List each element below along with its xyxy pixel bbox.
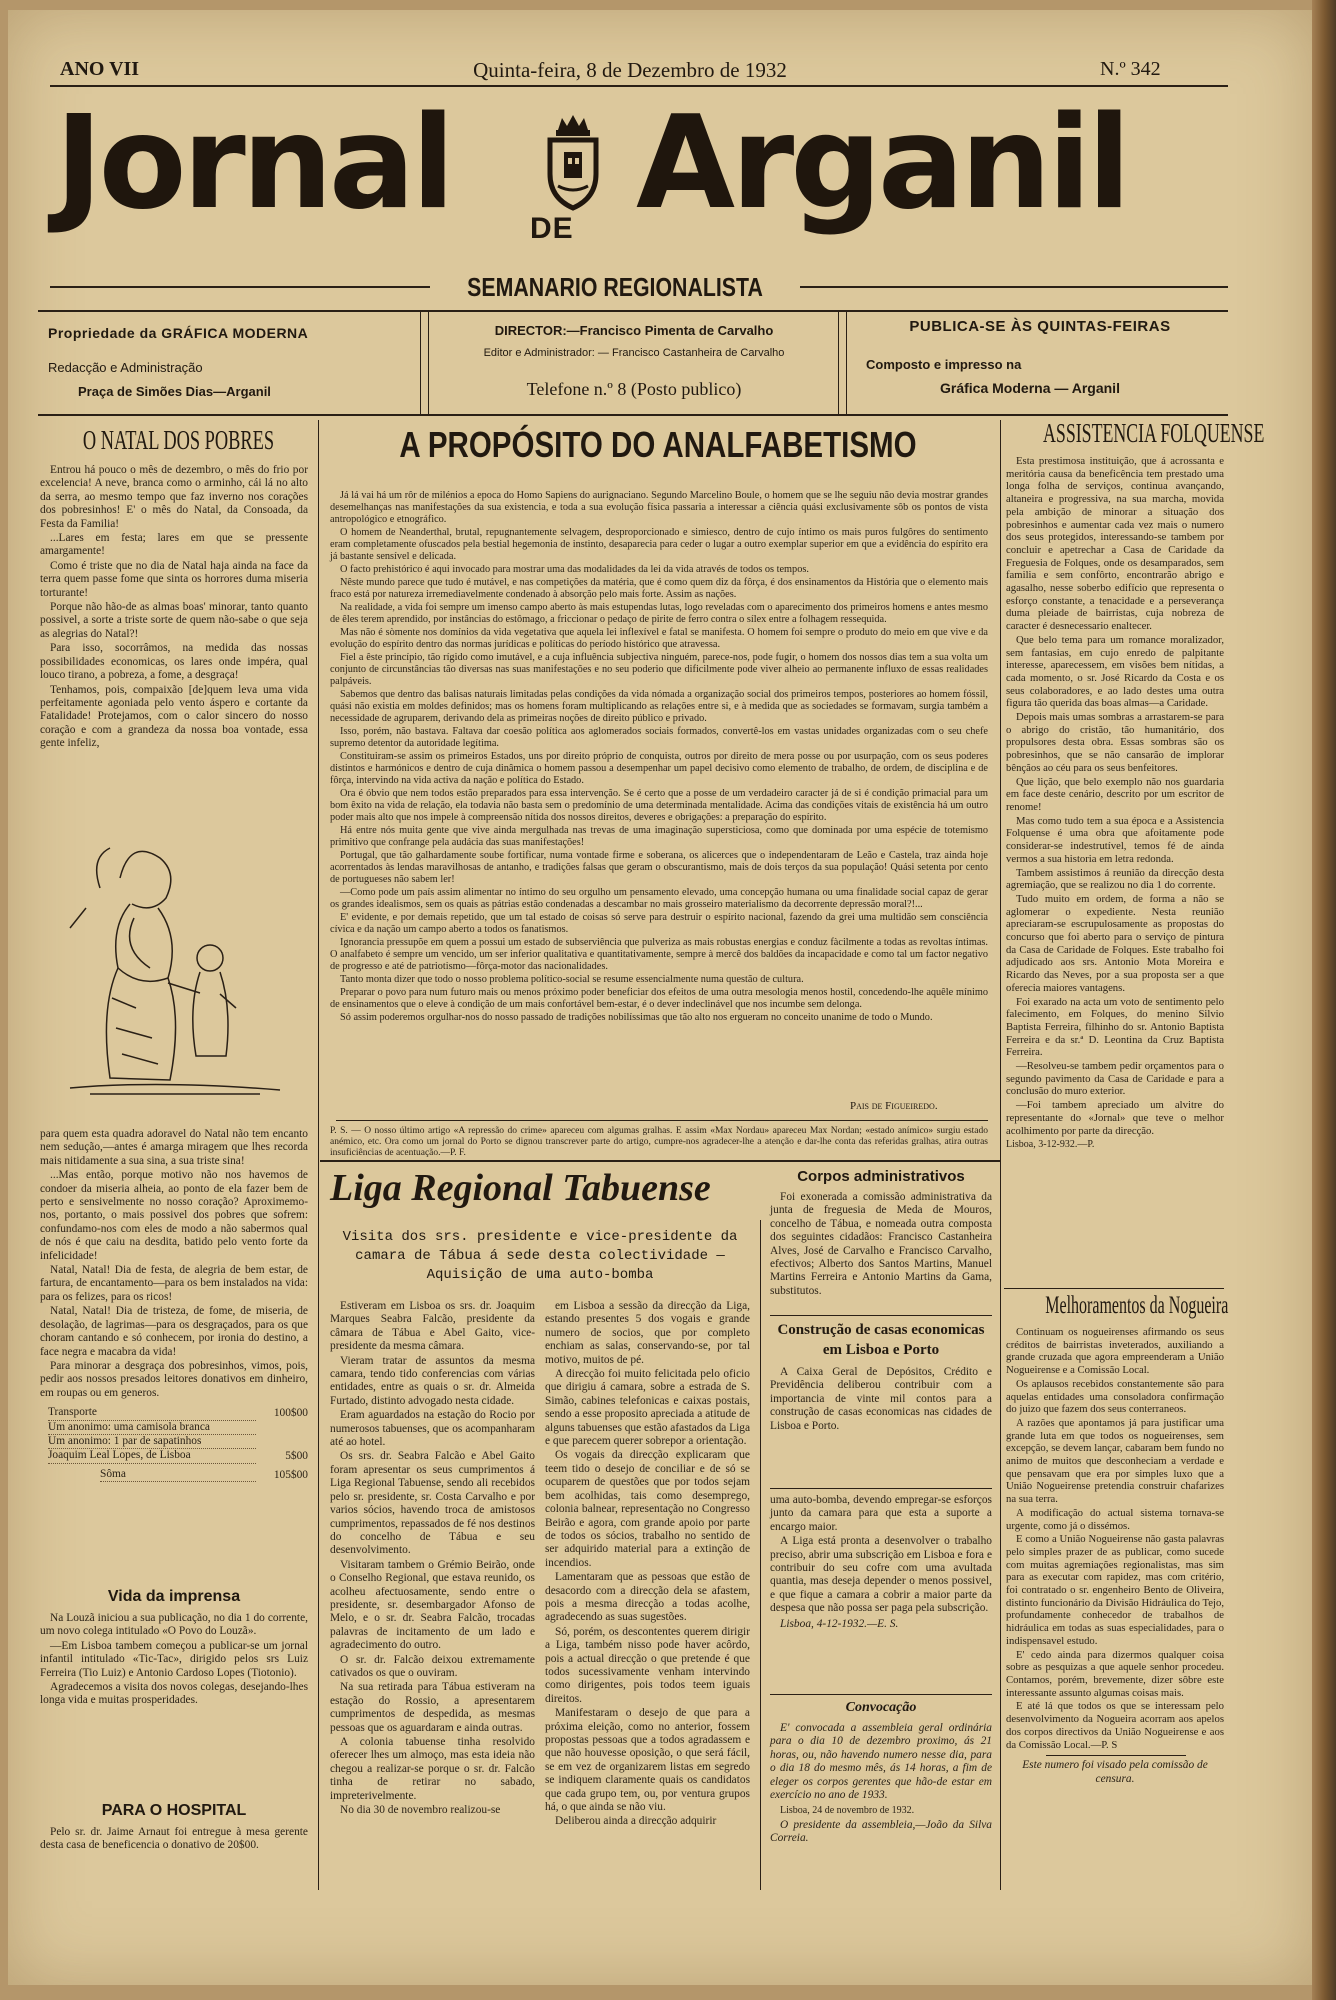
analfabetismo-para: O facto prehistórico é aqui invocado para mostrar uma das modalidades da lei da vida através de todos os tempos. [340,564,809,575]
analfabetismo-para: Tanto monta dizer que todo o nosso problema político-social se resume essencialmente numa questão de cultura. [340,974,804,985]
liga-para: Lamentaram que as pessoas que estão de desacordo com a direcção dela se afastem, pois a mesma direcção a todas acolhe, agradecendo as suas sugestões. [545,1571,750,1624]
corpos-headline: Corpos administrativos [797,1168,965,1185]
convocacao-headline: Convocação [845,1700,917,1715]
natal-article-cont [40,1128,308,1482]
liga-para: Vieram tratar de assuntos da mesma camara, tendo tido conferencias com várias entidades, entre as quais o sr. dr. Almeida Furtado, distinto advogado nesta cidade. [330,1354,535,1407]
donation-row [40,1449,308,1463]
nogueira-para: A modificação do actual sistema tornava-se urgente, como já o dissémos. [1006,1506,1224,1532]
column-divider-1 [318,420,319,1890]
casas-rule [770,1315,992,1316]
top-rule [50,85,1228,87]
assistencia-article [1006,418,1265,1152]
donation-row [40,1468,308,1482]
corpos-article [770,1168,992,1298]
nogueira-para: E como a União Nogueirense não gasta palavras pelo simples prazer de as publicar, como sucede com muitas agremiações regionalistas, mas sim para as executar com rapidez, mas com critério, foi contratado o sr. engenheiro Bento de Oliveira, distinto funcionário da Divisão Hidráulica do Tejo, profundamente conhecedor de trabalhos de hidráulica em todas as suas especialidades, para o indispensavel estudo. [1006,1533,1224,1647]
illustration-mother-child [40,818,308,1103]
assistencia-para: Mas como tudo tem a sua época e a Assistencia Folquense é uma obra que afoitamente pode considerar-se indestrutível, temos fé de ainda vermos a sua historia em letra redonda. [1006,814,1224,865]
analfabetismo-article [330,490,988,1025]
natal-para: ...Mas então, porque motivo não nos havemos de condoer da miseria alheia, ao ponto de ela fazer bem de perto e sensivelmente no nosso coração? Aproximemo-nos, portanto, o mais possivel dos pobres que sofrem: confundamo-nos com eles de modo a não sabermos qual de nós é que caiu na desdita, batido pelo vento forte da infelicidade! [40,1169,308,1262]
nogueira-article [1006,1292,1229,1786]
year-label: ANO VII [60,58,140,80]
assistencia-para: Tudo muito em ordem, de forma a não se aglomerar o expediente. Nesta reunião apreciaram-se escrupulosamente as propostas do concurso que foi aberto para o serviço de pintura da Casa de Caridade de Folques. Este trabalho foi adjudicado aos srs. Antonio Mota Moreira e Ricardo das Neves, por a sua proposta ser a que oferecia maiores vantagens. [1006,892,1224,994]
info-telephone: Telefone n.º 8 (Posto publico) [526,379,742,399]
convocacao-article [770,1700,992,1846]
nogueira-headline: Melhoramentos da Nogueira [1045,1292,1229,1319]
subtitle-rule-right [800,286,1228,288]
liga-para: Os vogais da direcção explicaram que teem tido o desejo de conciliar e de só se ocuparem de questões que por todos sejam bem acolhidas, tais como desemprego, colonia balnear, representação no Congresso Beirão e agora, com grande apoio por parte de todos os sócios, trabalho no sentido de ser adquirido material para a extinção de incendios. [545,1449,750,1569]
convocacao-date: Lisboa, 24 de novembro de 1932. [780,1805,915,1817]
info-redaccao: Redacção e Administração [48,360,203,375]
ps-rule [336,1120,988,1121]
analfabetismo-para: Nêste mundo parece que tudo é mutável, e nas competições da matéria, que é como quem diz da fôrça, é dos ensinamentos da História que o elemento mais fraco está por natureza irremediavelmente condenado à absorção pelo mais forte. Assim as nações. [330,577,988,600]
info-press: Gráfica Moderna — Arganil [940,380,1120,396]
liga-cont-sign: Lisboa, 4-12-1932.—E. S. [780,1617,899,1630]
casas-para: A Caixa Geral de Depósitos, Crédito e Previdência deliberou contribuir com a importancia de vinte mil contos para a construção de casas economicas nas cidades de Lisboa e Porto. [770,1366,992,1432]
assistencia-para: Que lição, que belo exemplo não nos guardaria em face deste cenário, descrito por um escritor de renome! [1006,775,1224,813]
info-editor: Editor e Administrador: — Francisco Castanheira de Carvalho [483,347,785,359]
donation-label: Sôma [100,1468,256,1482]
liga-para: Eram aguardados na estação do Rocio por numerosos tabuenses, que os acompanharam até ao hotel. [330,1409,535,1449]
assistencia-para: Que belo tema para um romance moralizador, sem fantasias, em cujo enredo de palpitante interesse, aparecessem, em visões bem nítidas, a cada momento, o sr. José Ricardo da Costa e os seus colaboradores, e ao lado destes uma outra figura tão querida das boas almas—a Caridade. [1006,633,1224,710]
analfabetismo-para: —Como pode um país assim alimentar no íntimo do seu orgulho um pensamento elevado, uma concepção humana ou uma finalidade social capaz de gerar os grandes idealismos, sem os quais as pátrias estão condenadas a descambar no mais grosseiro materialismo da decorrente depressão moral?!... [330,887,988,910]
masthead-de: DE [530,212,574,245]
hospital-headline: PARA O HOSPITAL [101,1802,247,1819]
liga-para: A colonia tabuense tinha resolvido oferecer lhes um almoço, mas esta ideia não chegou a realizar-se porque o sr. dr. Falcão tinha de retirar no sabado, impreterivelmente. [330,1736,535,1802]
donation-row [40,1421,308,1435]
nogueira-para: E até lá que todos os que se interessam pelo desenvolvimento da Nogueira acorram aos apelos dos corpos directivos da União Nogueirense e aos da Comissão Local.—P. S [1006,1700,1224,1751]
hospital-para: Pelo sr. dr. Jaime Arnaut foi entregue à mesa gerente desta casa de beneficencia o donativo de 20$00. [40,1826,308,1852]
assistencia-para: Esta prestimosa instituição, que á acrossanta e meritória causa da beneficência tem prestado uma longa folha de serviços, continua avançando, altaneira e progressiva, na sua marcha, movida pela ambição de minorar a situação dos pobresinhos e aumentar cada vez mais o numero dos seus protegidos, interessando-se tambem por concluir e apetrechar a Casa de Caridade da Freguesia de Folques, onde os desamparados, sem familia e sem confôrto, encontrarão abrigo e agasalho, nesse soberbo edifício que representa o esforço constante, a tenacidade e a perseverança duma pleiade de bairristas, cuja nobreza de caracter é desnecessario enaltecer. [1006,455,1224,633]
natal-para: Para isso, socorrâmos, na medida das nossas possibilidades economicas, os lares onde impéra, qual louco tirano, a pobreza, a fome, a desgraça! [40,642,308,682]
masthead-title-right: Arganil [636,89,1128,238]
casas-article [770,1320,992,1433]
analfabetismo-para: Ora é óbvio que nem todos estão preparados para essa intervenção. Se é certo que a posse de um verdadeiro caracter já de si é condição primacial para um bom êxito na vida de relação, ela todavia não basta sem o predomínio de uma determinada mentalidade. Acima das condições vitais de existência há um outro poder mais alto que nos impele à compreensão nítida dos nossos direitos, deveres e obrigações: a preparação do espírito. [330,788,988,823]
donation-label: Transporte [48,1406,256,1420]
liga-para: Os srs. dr. Seabra Falcão e Abel Gaito foram apresentar os seus cumprimentos á Liga Regional Tabuense, sendo ali recebidos pelo sr. presidente, sr. Costa Carvalho e por varios sócios, havendo troca de amistosos cumprimentos, repassados de fé nos destinos do concelho de Tábua e seu desenvolvimento. [330,1450,535,1557]
liga-para: Na sua retirada para Tábua estiveram na estação do Rossio, a apresentarem cumprimentos de despedida, as mesmas pessoas que os aguardaram e ainda outras. [330,1681,535,1734]
info-divider-right [838,312,839,414]
nogueira-para: E' cedo ainda para dizermos qualquer coisa sobre as pesquizas a que aquele senhor procedeu. Contamos, porém, brevemente, dizer sôbre este interessante assunto algumas coisas mais. [1006,1648,1224,1699]
liga-para: Visitaram tambem o Grémio Beirão, onde o Conselho Regional, que estava reunido, os acolheu afectuosamente, sendo entre o presidente, sr. desembargador Afonso de Melo, e o sr. dr. Seabra Falcão, trocadas palavras de incitamento de um lado e agradecimento do outro. [330,1558,535,1652]
info-top-rule [38,310,1228,312]
assistencia-para: Depois mais umas sombras a arrastarem-se para o abrigo do cristão, tão humanitário, dos propulsores desta obra. Essas sombras são os pobresinhos, que se não cansarão de implorar bênçãos ao céu para os seus benfeitores. [1006,711,1224,774]
analfabetismo-para: Mas não é sòmente nos domínios da vida vegetativa que aquela lei inflexível e fatal se manifesta. O homem foi sempre o produto do meio em que vive e da evolução do espírito dentro das normas jurídicas e políticas do período histórico que atravessa. [330,627,988,650]
assistencia-para: Foi exarado na acta um voto de sentimento pelo falecimento, em Folques, do menino Silvio Baptista Ferreira, filhinho do sr. Antonio Baptista Ferreira e da sr.ª D. Leontina da Cruz Baptista Ferreira. [1006,995,1224,1059]
analfabetismo-signature: Pais de Figueiredo. [850,1100,938,1112]
book-binding [1312,0,1336,2000]
vida-para: Na Louzã iniciou a sua publicação, no dia 1 do corrente, um novo colega intitulado «O Povo do Louzã». [40,1612,308,1638]
analfabetismo-para: Já lá vai há um rôr de milénios a epoca do Homo Sapiens do aurignaciano. Segundo Marcelino Boule, o homem que se lhe seguiu não devia mostrar grandes desemelhanças nas manifestações da sua existencia, e toda a sua evolução física passaria a interessar a ciência quási exclusivamente sôb os pontos de vista antropológico e etnográfico. [330,490,988,525]
nogueira-para: Continuam os nogueirenses afirmando os seus créditos de bairristas inveterados, auxiliando a grande cruzada que agora empreenderam a União Nogueirense e a Comissão Local. [1006,1326,1224,1377]
subtitle-rule-left [50,286,430,288]
assistencia-sign: Lisboa, 3-12-932.—P. [1006,1139,1095,1151]
convocacao-rule [770,1694,992,1695]
nogueira-rule [1004,1288,1224,1289]
natal-para: para quem esta quadra adoravel do Natal não tem encanto nem sedução,—antes é amarga miragem que lhes recorda mais nitidamente a sua sina, a sua triste sina! [40,1128,308,1167]
analfabetismo-para: Isso, porém, não bastava. Faltava dar coesão política aos aglomerados sociais formados, convertê-los em vastas unidades organizadas com o seu chefe supremo detentor da autoridade legítima. [330,726,988,749]
info-printed: Composto e impresso na [866,357,1022,372]
natal-para: Tenhamos, pois, compaixão [de]quem leva uma vida perfeitamente agoniada pelo vento áspero e cortante da Fatalidade! Protejamos, com o calor sincero do nosso coração e com a grandeza da nossa boa vontade, essa gente infeliz, [40,683,308,750]
info-owner: Propriedade da GRÁFICA MODERNA [48,325,309,341]
natal-article [40,425,308,751]
analfabetismo-para: Ignorancia pressupõe em quem a possui um estado de subserviência que pulveriza as mais robustas energias e conduz fàcilmente a todas as revoltas íntimas. O analfabeto é sempre um vencido, um ser inferior qualitativa e quantitativamente, sempre à mercê dos baldões da incapacidade e como tal um factor negativo de progresso e até de patriotismo—fôrça-motor das nacionalidades. [330,937,988,972]
masthead-subtitle: SEMANARIO REGIONALISTA [467,272,763,302]
analfabetismo-para: Portugal, que tão galhardamente soube fortificar, numa vontade firme e soberana, os alicerces que o independentaram de Leão e Castela, traz ainda hoje acorrentados às lendas maravilhosas de antanho, e tradições falsas que geram o obscurantismo, mais de dois terços da sua população! Quási setenta por cento de portugueses não sabem ler! [330,850,988,885]
corpos-para: Foi exonerada a comissão administrativa da junta de freguesia de Meda de Mouros, concelho de Tábua, e nomeada outra composta dos seguintes cidadãos: Francisco Castanheira Alves, José de Carvalho e Francisco Carvalho, efectivos; Alberto dos Santos Martins, Manuel Martins Ferreira e Antonio Martins da Gama, substitutos. [770,1191,992,1297]
analfabetismo-para: Preparar o povo para num futuro mais ou menos próximo poder beneficiar dos efeitos de uma outra mesologia menos hostil, concedendo-lhe aquêle mínimo de ensinamentos que o eleve à condição de um mais confortável bem-estar, é o dever indeclinável que nos incumbe sem delonga. [330,987,988,1010]
natal-para: Como é triste que no dia de Natal haja ainda na face da terra quem passe fome que sinta os horrores duma miseria torturante! [40,559,308,599]
natal-para: Para minorar a desgraça dos pobresinhos, vimos, pois, pedir aos nossos presados leitores donativos em dinheiro, em roupas ou em generos. [40,1359,308,1399]
analfabetismo-para: Fiel a êste princípio, tão rígido como imutável, e a cuja influência subjectiva ninguém, parece-nos, pode fugir, o homem dos nossos dias tem a sua volta um conjunto de circunstâncias tão diversas nas suas manifestações e no seu poderio que dificilmente pode viver alheio ao permanente influxo de essas realidades palpáveis. [330,652,988,687]
censure-note: Este numero foi visado pela comissão de censura. [1022,1759,1208,1785]
convocacao-para: E' convocada a assembleia geral ordinária para o dia 10 de dezembro proximo, ás 21 horas, ou, não havendo numero nesse dia, para o dia 18 do mesmo mês, ás 14 horas, a fim de eleger os corpos gerentes que hão-de estar em exercício no ano de 1933. [770,1722,992,1802]
convocacao-sign: O presidente da assembleia,—João da Silva Correia. [770,1818,992,1845]
natal-para: ...Lares em festa; lares em que se pressente amargamente! [40,532,308,558]
vida-imprensa-article [40,1588,308,1708]
assistencia-para: —Resolveu-se tambem pedir orçamentos para o segundo pavimento da Casa de Caridade e para a conclusão do muro exterior. [1006,1060,1224,1098]
info-address: Praça de Simões Dias—Arganil [78,384,271,399]
natal-headline: O NATAL DOS POBRES [82,425,275,455]
info-bottom-rule [38,414,1228,416]
liga-para: em Lisboa a sessão da direcção da Liga, estando presentes 5 dos vogais e grande numero de socios, que por completo enchiam as salas, conservando-se, por tal motivo, muitos de pé. [545,1300,750,1366]
liga-subhead: Visita dos srs. presidente e vice-presidente da camara de Tábua á sede desta colectividade —Aquisição de uma auto-bomba [342,1229,738,1283]
analfabetismo-para: Constituiram-se assim os primeiros Estados, uns por direito próprio de conquista, outros por direito de mera posse ou por usurpação, com os seus poderes distintos e harmónicos e dentro de cuja dinâmica o homem passou a desempenhar um papel decisivo como elemento de trabalho, de ordem, de disciplina e de fôrça, intervindo na vida activa da nação e política do Estado. [330,751,988,786]
natal-para: Entrou há pouco o mês de dezembro, o mês do frio por excelencia! A neve, branca como o arminho, cái lá no alto da serra, ao mesmo tempo que faz inverno nos corações dos pobresinhos! E' o mês do Natal, da Consoada, da Festa da Familia! [40,464,308,530]
liga-cont-para: A Liga está pronta a desenvolver o trabalho preciso, abrir uma subscrição em Lisboa e fora e contribuir do seu cofre com uma avultada quantia, mas deseja depender o menos possivel, e que fique a camara a cobrir a maior parte da despesa que não possa ser paga pela subscrição. [770,1535,992,1615]
vida-para: —Em Lisboa tambem começou a publicar-se um jornal infantil intitulado «Tic-Tac», dirigido pelos srs Luiz Ferreira (Tio Luiz) e Antonio Cardoso Lopes (Tiotonio). [40,1639,308,1679]
liga-para: Deliberou ainda a direcção adquirir [555,1815,717,1828]
donation-row [40,1406,308,1420]
vida-headline: Vida da imprensa [107,1588,241,1605]
coat-of-arms-icon [538,112,608,220]
liga-para: Manifestaram o desejo de que para a próxima eleição, como no anterior, fossem propostas pessoas que a todos agradassem e que não houvesse oposição, o que será fácil, se em vez de organizarem listas em segredo se indiquem claramente quais os candidatos que cada grupo tem, ou, por ventura grupos há, o que ainda se não viu. [545,1707,750,1814]
natal-para: Natal, Natal! Dia de festa, de alegria de bem estar, de fartura, de encantamento—para os bem instalados na vida: para os felizes, para os ricos! [40,1264,308,1303]
liga-column-1 [330,1300,535,1818]
analfabetismo-para: E' evidente, e por demais repetido, que um tal estado de coisas só serve para destruir o espírito nacional, fazendo da grei uma multidão sem consciência cívica e da nação um campo aberto a todos os fanatismos. [330,912,988,935]
analfabetismo-para: Só assim poderemos orgulhar-nos do nosso passado de tradições nobilíssimas que tão alto nos ergueram no conceito unanime de todo o Mundo. [340,1012,933,1023]
donation-row [40,1435,308,1449]
issue-date: Quinta-feira, 8 de Dezembro de 1932 [473,58,787,82]
donation-amount: 105$00 [273,1468,308,1481]
analfabetismo-headline: A PROPÓSITO DO ANALFABETISMO [399,424,917,465]
censure-rule [1046,1755,1186,1756]
donation-label: Joaquim Leal Lopes, de Lisboa [48,1449,256,1463]
donation-list [40,1406,308,1482]
hospital-article [40,1802,308,1853]
issue-number: N.º 342 [1100,58,1161,80]
liga-para: A direcção foi muito felicitada pelo oficio que dirigiu á camara, sobre a estrada de S. Simão, cabines telefonicas e caixas postais, sendo a esse proposito apreciada a atitude de alguns tabuenses que estão afastados da Liga e que parecem querer sobrepor a orientação. [545,1368,750,1448]
natal-para: Natal, Natal! Dia de tristeza, de fome, de miseria, de desolação, de lagrimas—para os desgraçados, para os que choram cantando e só conhecem, por ironia do destino, a face negra e macabra da vida! [40,1305,308,1358]
liga-para: Só, porém, os descontentes querem dirigir a Liga, também nisso pode haver acôrdo, pois a actual direcção o que pretende é que todos sucessivamente venham intervindo como dirigentes, pois todos teem iguais direitos. [545,1625,750,1705]
donation-label: Um anonimo: uma camisola branca [48,1421,256,1435]
liga-headline: Liga Regional Tabuense [330,1167,711,1209]
analfabetismo-ps: P. S. — O nosso último artigo «A repressão do crime» apareceu com algumas gralhas. E assim «Max Nordau» apareceu Max Nordan; «estado anímico» surgiu estado anémico, etc. Ora como um jornal do Porto se dignou transcrever parte do artigo, cumpre-nos agradecer-lhe a atenção e dar-lhe conta das referidas gralhas, atira outras insuficiências de acentuação.—P. F. [330,1126,988,1158]
masthead-title-left: Jornal [55,89,452,238]
liga-continuation [770,1494,992,1631]
nogueira-para: Os aplausos recebidos constantemente são para aquelas entidades uma consoladora confirmação do juizo que fazem dos seus conterraneos. [1006,1377,1224,1416]
nogueira-para: A razões que apontamos já para justificar uma grande luta em que todos os nogueirenses, sem excepção, se devem lançar, cabaram bem fundo no animo de muitos que desconheciam a verdade e que pensavam que era por simples luxo que a União Nogueirense pretendia construir chafarizes na sua terra. [1006,1416,1224,1506]
liga-cont-para: uma auto-bomba, devendo empregar-se esforços junto da camara para que esta a suporte a encargo maior. [770,1494,992,1533]
liga-column-2 [545,1300,750,1830]
vida-para: Agradecemos a visita dos novos colegas, desejando-lhes longa vida e muitas prosperidades. [40,1681,308,1707]
info-divider-left [420,312,421,414]
info-director: DIRECTOR:—Francisco Pimenta de Carvalho [494,323,774,338]
column-divider-2 [760,1220,761,1890]
assistencia-headline: ASSISTENCIA FOLQUENSE [1043,418,1265,448]
analfabetismo-para: O homem de Neanderthal, brutal, repugnantemente selvagem, desproporcionado e simiesco, dentro de cujo íntimo os mais puros fulgôres do sentimento eram completamente ofuscados pela bestial hegemonia de instinto, desaparecia para ceder o lugar a outro exemplar superior em que a evidência do espírito era já bastante sensível e delicada. [330,527,988,562]
assistencia-para: Tambem assistimos á reunião da direcção desta agremiação, que se realizou no dia 1 do corrente. [1006,866,1224,892]
liga-para: No dia 30 de novembro realizou-se [340,1804,501,1817]
donation-amount: 5$00 [285,1450,308,1463]
assistencia-para: —Foi tambem apreciado um alvitre do representante do «Jornal» que teve o melhor acolhimento por parte da direcção. [1006,1099,1224,1137]
info-divider-left-2 [428,312,429,414]
donation-label: Um anonimo: 1 par de sapatinhos [48,1435,256,1449]
liga-cont-rule [770,1488,992,1489]
column-divider-3 [1000,420,1001,1890]
info-divider-right-2 [846,312,847,414]
analfabetismo-para: Há entre nós muita gente que vive ainda mergulhada nas trevas de uma imaginação supersticiosa, como que dominada por uma espécie de totemismo primitivo que confrange pela audácia das suas manifestações! [330,825,988,848]
info-publication: PUBLICA-SE ÀS QUINTAS-FEIRAS [909,318,1171,335]
natal-para: Porque não hão-de as almas boas' minorar, tanto quanto possivel, a sorte a triste sorte de quem não-sabe o que seja as alegrias do Natal?! [40,601,308,640]
analfabetismo-para: Na realidade, a vida foi sempre um imenso campo aberto às mais estupendas lutas, logo reveladas com o aparecimento dos primeiros homens e antes mesmo de êles terem aprendido, por instâncias do estômago, a friccionar o pedaço de pirite de ferro contra o sílex entre a folhagem ressequida. [330,602,988,625]
donation-amount: 100$00 [273,1407,308,1420]
liga-para: O sr. dr. Falcão deixou extremamente cativados os que o ouviram. [330,1653,535,1679]
liga-para: Estiveram em Lisboa os srs. dr. Joaquim Marques Seabra Falcão, presidente da câmara de Tábua e Abel Gaito, vice-presidente da mesma câmara. [330,1300,535,1353]
analfabetismo-para: Sabemos que dentro das balisas naturais limitadas pelas condições da vida nómada a organização social dos primeiros tempos, posteriores ao homem fóssil, quási não existia em moldes definidos; mas os homens foram multiplicando as relações entre si, e à medida que as sociedades se formavam, surgia também a necessidade de agruparem, derivando dela as primeiras noções de direito público e privado. [330,689,988,724]
center-section-rule [320,1160,1000,1162]
casas-headline: Construção de casas economicas em Lisboa e Porto [777,1322,985,1358]
